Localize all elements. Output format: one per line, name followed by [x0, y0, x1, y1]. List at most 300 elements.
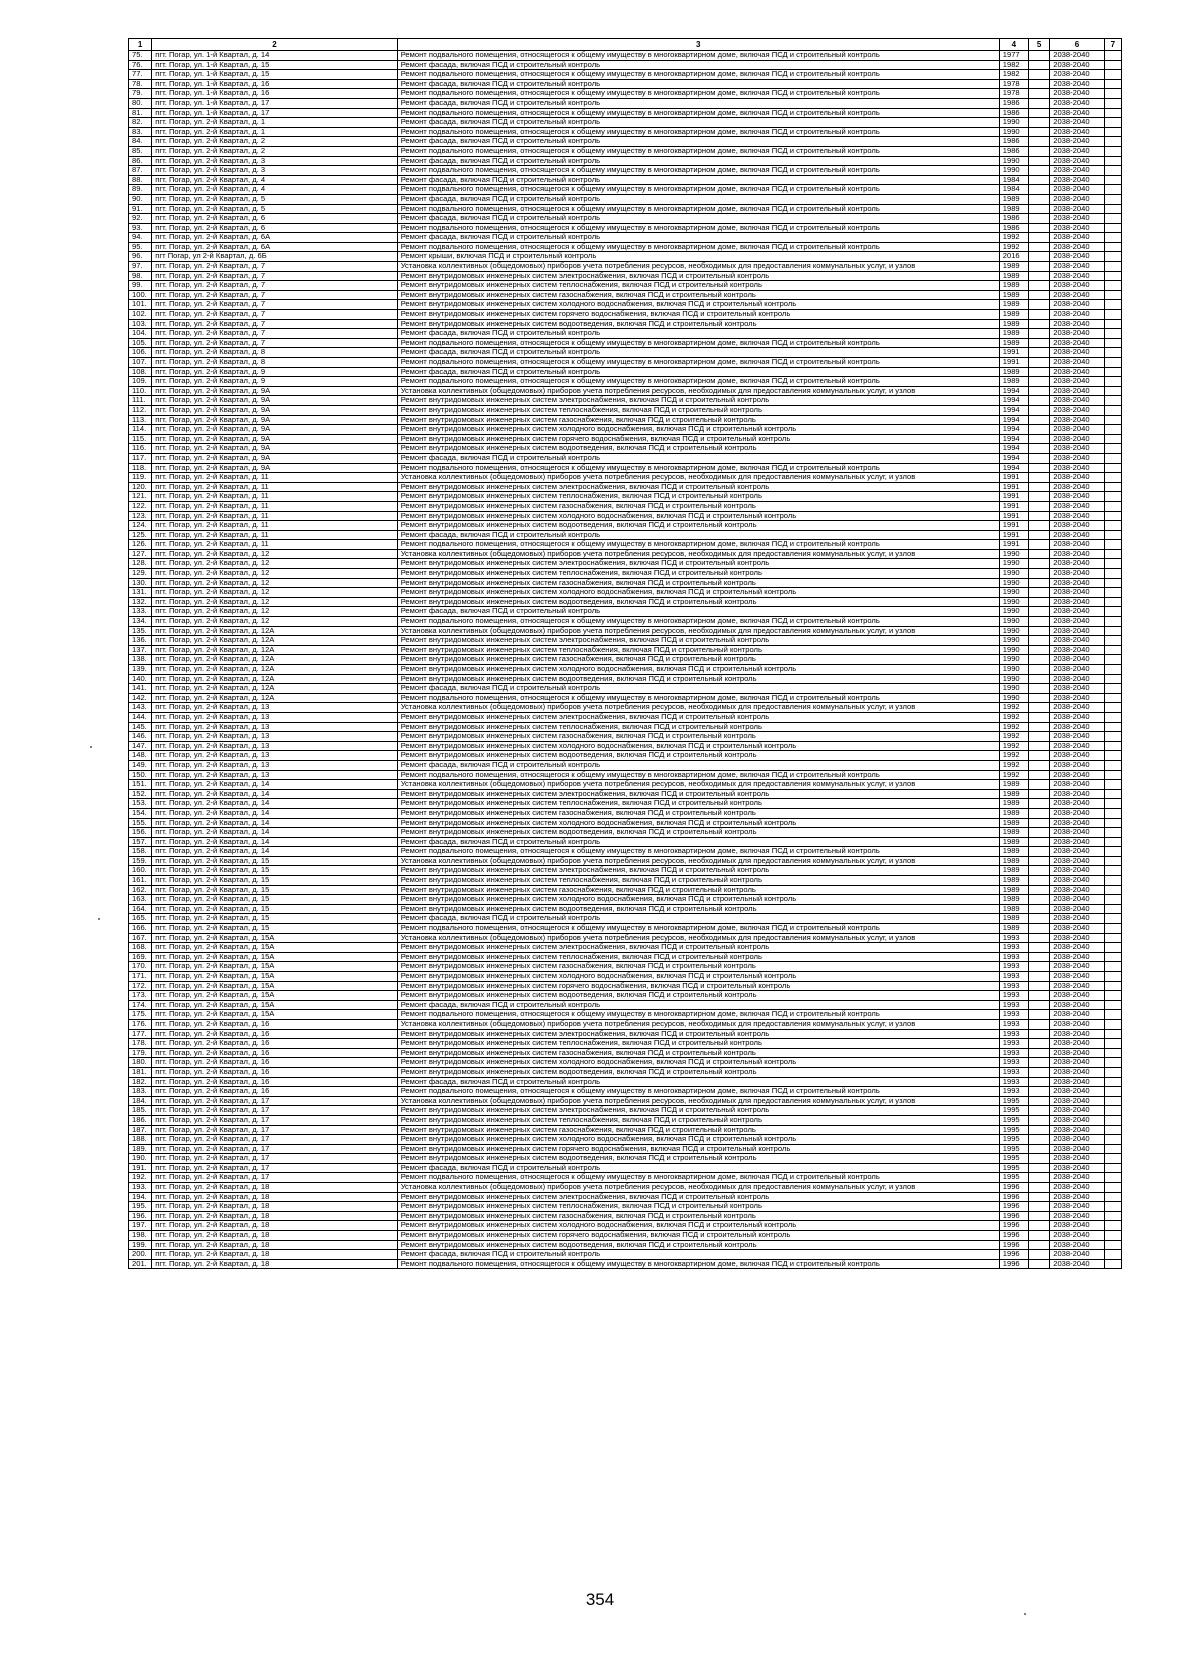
row-number: 124.	[129, 521, 152, 531]
row-col5	[1029, 1106, 1050, 1116]
row-work-type: Ремонт внутридомовых инженерных систем теплоснабжения, включая ПСД и строительный контроль	[397, 281, 999, 291]
row-col7	[1104, 837, 1121, 847]
row-work-type: Ремонт подвального помещения, относящегося к общему имуществу в многоквартирном доме, включая ПСД и строительный контроль	[397, 924, 999, 934]
table-row	[129, 1067, 1122, 1077]
table-row	[129, 530, 1122, 540]
row-number: 95.	[129, 242, 152, 252]
row-address: пгт. Погар, ул. 2-й Квартал, д. 12	[152, 597, 397, 607]
row-number: 90.	[129, 194, 152, 204]
table-row	[129, 760, 1122, 770]
row-col5	[1029, 760, 1050, 770]
row-work-type: Ремонт внутридомовых инженерных систем водоотведения, включая ПСД и строительный контроль	[397, 521, 999, 531]
row-number: 180.	[129, 1058, 152, 1068]
row-year: 1990	[999, 684, 1028, 694]
row-col5	[1029, 1144, 1050, 1154]
row-col7	[1104, 1115, 1121, 1125]
row-year: 1989	[999, 281, 1028, 291]
row-work-type: Ремонт фасада, включая ПСД и строительный контроль	[397, 1163, 999, 1173]
row-work-type: Ремонт подвального помещения, относящегося к общему имуществу в многоквартирном доме, включая ПСД и строительный контроль	[397, 1087, 999, 1097]
row-work-type: Ремонт фасада, включая ПСД и строительный контроль	[397, 1000, 999, 1010]
row-period: 2038-2040	[1050, 655, 1105, 665]
row-number: 147.	[129, 741, 152, 751]
row-col7	[1104, 799, 1121, 809]
row-year: 1993	[999, 952, 1028, 962]
row-address: пгт. Погар, ул. 2-й Квартал, д. 6А	[152, 233, 397, 243]
table-row	[129, 569, 1122, 579]
row-col5	[1029, 1029, 1050, 1039]
row-address: пгт. Погар, ул. 2-й Квартал, д. 7	[152, 319, 397, 329]
row-period: 2038-2040	[1050, 194, 1105, 204]
row-number: 189.	[129, 1144, 152, 1154]
row-col7	[1104, 1010, 1121, 1020]
row-period: 2038-2040	[1050, 1202, 1105, 1212]
row-work-type: Ремонт подвального помещения, относящегося к общему имуществу в многоквартирном доме, включая ПСД и строительный контроль	[397, 338, 999, 348]
row-period: 2038-2040	[1050, 281, 1105, 291]
row-address: пгт. Погар, ул. 2-й Квартал, д. 18	[152, 1259, 397, 1269]
row-address: пгт. Погар, ул. 2-й Квартал, д. 3	[152, 156, 397, 166]
row-col5	[1029, 751, 1050, 761]
row-col7	[1104, 703, 1121, 713]
row-col5	[1029, 252, 1050, 262]
row-col7	[1104, 924, 1121, 934]
row-period: 2038-2040	[1050, 463, 1105, 473]
row-address: пгт. Погар, ул. 2-й Квартал, д. 18	[152, 1231, 397, 1241]
row-period: 2038-2040	[1050, 540, 1105, 550]
row-col7	[1104, 377, 1121, 387]
row-address: пгт. Погар, ул. 1-й Квартал, д. 17	[152, 98, 397, 108]
row-address: пгт. Погар, ул. 2-й Квартал, д. 5	[152, 194, 397, 204]
row-period: 2038-2040	[1050, 818, 1105, 828]
row-address: пгт. Погар, ул. 2-й Квартал, д. 16	[152, 1087, 397, 1097]
row-work-type: Ремонт фасада, включая ПСД и строительный контроль	[397, 156, 999, 166]
row-address: пгт. Погар, ул. 2-й Квартал, д. 2	[152, 146, 397, 156]
row-address: пгт. Погар, ул. 2-й Квартал, д. 11	[152, 521, 397, 531]
row-col5	[1029, 511, 1050, 521]
row-col5	[1029, 194, 1050, 204]
row-col5	[1029, 70, 1050, 80]
table-row	[129, 636, 1122, 646]
row-work-type: Ремонт подвального помещения, относящегося к общему имуществу в многоквартирном доме, включая ПСД и строительный контроль	[397, 166, 999, 176]
table-row	[129, 962, 1122, 972]
row-period: 2038-2040	[1050, 617, 1105, 627]
table-row	[129, 1019, 1122, 1029]
row-col7	[1104, 732, 1121, 742]
row-year: 1989	[999, 319, 1028, 329]
row-year: 1993	[999, 1039, 1028, 1049]
row-work-type: Ремонт внутридомовых инженерных систем горячего водоснабжения, включая ПСД и строительный контроль	[397, 434, 999, 444]
row-number: 77.	[129, 70, 152, 80]
row-address: пгт. Погар, ул. 2-й Квартал, д. 12А	[152, 665, 397, 675]
row-period: 2038-2040	[1050, 1211, 1105, 1221]
row-col7	[1104, 876, 1121, 886]
row-address: пгт. Погар, ул. 2-й Квартал, д. 14	[152, 799, 397, 809]
row-address: пгт. Погар, ул. 2-й Квартал, д. 15А	[152, 933, 397, 943]
row-year: 1989	[999, 847, 1028, 857]
row-number: 163.	[129, 895, 152, 905]
row-year: 1989	[999, 799, 1028, 809]
row-address: пгт. Погар, ул. 2-й Квартал, д. 13	[152, 760, 397, 770]
row-col7	[1104, 415, 1121, 425]
table-row	[129, 1010, 1122, 1020]
row-address: пгт. Погар, ул. 2-й Квартал, д. 12А	[152, 674, 397, 684]
row-number: 144.	[129, 712, 152, 722]
row-col7	[1104, 463, 1121, 473]
table-row	[129, 166, 1122, 176]
row-number: 92.	[129, 214, 152, 224]
row-period: 2038-2040	[1050, 511, 1105, 521]
row-col5	[1029, 521, 1050, 531]
row-period: 2038-2040	[1050, 895, 1105, 905]
row-work-type: Ремонт внутридомовых инженерных систем электроснабжения, включая ПСД и строительный контроль	[397, 396, 999, 406]
scan-speck	[90, 746, 92, 748]
table-row	[129, 770, 1122, 780]
row-period: 2038-2040	[1050, 943, 1105, 953]
row-work-type: Установка коллективных (общедомовых) приборов учета потребления ресурсов, необходимых для предоставления коммунальных услуг, и узлов	[397, 626, 999, 636]
row-period: 2038-2040	[1050, 1000, 1105, 1010]
table-row	[129, 818, 1122, 828]
row-number: 78.	[129, 79, 152, 89]
table-row	[129, 473, 1122, 483]
row-work-type: Ремонт внутридомовых инженерных систем теплоснабжения, включая ПСД и строительный контроль	[397, 569, 999, 579]
row-address: пгт. Погар, ул. 2-й Квартал, д. 3	[152, 166, 397, 176]
row-work-type: Ремонт внутридомовых инженерных систем горячего водоснабжения, включая ПСД и строительный контроль	[397, 1144, 999, 1154]
row-number: 138.	[129, 655, 152, 665]
row-period: 2038-2040	[1050, 175, 1105, 185]
row-col5	[1029, 501, 1050, 511]
row-col5	[1029, 655, 1050, 665]
row-period: 2038-2040	[1050, 684, 1105, 694]
row-period: 2038-2040	[1050, 569, 1105, 579]
row-col5	[1029, 904, 1050, 914]
row-col7	[1104, 79, 1121, 89]
table-body	[129, 39, 1122, 1269]
row-col5	[1029, 51, 1050, 61]
row-year: 1990	[999, 156, 1028, 166]
row-year: 1991	[999, 358, 1028, 368]
row-number: 153.	[129, 799, 152, 809]
row-work-type: Ремонт подвального помещения, относящегося к общему имуществу в многоквартирном доме, включая ПСД и строительный контроль	[397, 770, 999, 780]
row-col7	[1104, 137, 1121, 147]
row-col7	[1104, 1125, 1121, 1135]
row-col5	[1029, 242, 1050, 252]
row-number: 98.	[129, 271, 152, 281]
row-number: 120.	[129, 482, 152, 492]
table-row	[129, 1259, 1122, 1269]
row-period: 2038-2040	[1050, 741, 1105, 751]
row-work-type: Ремонт внутридомовых инженерных систем газоснабжения, включая ПСД и строительный контроль	[397, 1211, 999, 1221]
row-address: пгт. Погар, ул. 2-й Квартал, д. 12	[152, 569, 397, 579]
row-col5	[1029, 290, 1050, 300]
row-col7	[1104, 290, 1121, 300]
row-period: 2038-2040	[1050, 972, 1105, 982]
row-period: 2038-2040	[1050, 146, 1105, 156]
row-address: пгт. Погар, ул. 2-й Квартал, д. 16	[152, 1077, 397, 1087]
row-period: 2038-2040	[1050, 310, 1105, 320]
row-col5	[1029, 540, 1050, 550]
row-year: 1990	[999, 559, 1028, 569]
row-work-type: Ремонт подвального помещения, относящегося к общему имуществу в многоквартирном доме, включая ПСД и строительный контроль	[397, 89, 999, 99]
row-period: 2038-2040	[1050, 722, 1105, 732]
row-col7	[1104, 1135, 1121, 1145]
row-year: 1991	[999, 540, 1028, 550]
row-number: 174.	[129, 1000, 152, 1010]
row-number: 109.	[129, 377, 152, 387]
table-row	[129, 1048, 1122, 1058]
row-address: пгт. Погар, ул. 2-й Квартал, д. 14	[152, 808, 397, 818]
row-year: 1978	[999, 79, 1028, 89]
table-row	[129, 310, 1122, 320]
row-col7	[1104, 655, 1121, 665]
row-number: 86.	[129, 156, 152, 166]
row-col7	[1104, 271, 1121, 281]
row-period: 2038-2040	[1050, 991, 1105, 1001]
row-work-type: Ремонт фасада, включая ПСД и строительный контроль	[397, 348, 999, 358]
row-period: 2038-2040	[1050, 1115, 1105, 1125]
row-address: пгт. Погар, ул. 2-й Квартал, д. 12А	[152, 693, 397, 703]
row-col7	[1104, 751, 1121, 761]
row-col5	[1029, 1202, 1050, 1212]
row-period: 2038-2040	[1050, 367, 1105, 377]
row-address: пгт. Погар, ул. 2-й Квартал, д. 12А	[152, 684, 397, 694]
row-address: пгт. Погар, ул. 2-й Квартал, д. 14	[152, 837, 397, 847]
document-page	[128, 38, 1122, 1269]
row-col7	[1104, 933, 1121, 943]
row-number: 146.	[129, 732, 152, 742]
row-number: 91.	[129, 204, 152, 214]
row-number: 135.	[129, 626, 152, 636]
row-col5	[1029, 1010, 1050, 1020]
row-period: 2038-2040	[1050, 1058, 1105, 1068]
row-col5	[1029, 732, 1050, 742]
table-row	[129, 501, 1122, 511]
row-col5	[1029, 885, 1050, 895]
row-work-type: Ремонт внутридомовых инженерных систем водоотведения, включая ПСД и строительный контроль	[397, 319, 999, 329]
row-year: 1993	[999, 1000, 1028, 1010]
row-number: 169.	[129, 952, 152, 962]
row-year: 1989	[999, 329, 1028, 339]
row-col5	[1029, 348, 1050, 358]
row-period: 2038-2040	[1050, 588, 1105, 598]
row-col7	[1104, 789, 1121, 799]
table-row	[129, 89, 1122, 99]
table-row	[129, 252, 1122, 262]
row-period: 2038-2040	[1050, 319, 1105, 329]
row-col5	[1029, 972, 1050, 982]
scan-speck	[98, 918, 100, 920]
row-work-type: Ремонт внутридомовых инженерных систем водоотведения, включая ПСД и строительный контроль	[397, 444, 999, 454]
row-address: пгт. Погар, ул. 2-й Квартал, д. 12	[152, 607, 397, 617]
row-year: 1994	[999, 463, 1028, 473]
row-address: пгт. Погар, ул. 2-й Квартал, д. 12	[152, 578, 397, 588]
row-address: пгт. Погар, ул. 2-й Квартал, д. 11	[152, 530, 397, 540]
row-period: 2038-2040	[1050, 693, 1105, 703]
row-period: 2038-2040	[1050, 856, 1105, 866]
row-year: 1989	[999, 300, 1028, 310]
row-address: пгт. Погар, ул. 2-й Квартал, д. 17	[152, 1144, 397, 1154]
row-col7	[1104, 760, 1121, 770]
row-work-type: Ремонт внутридомовых инженерных систем газоснабжения, включая ПСД и строительный контроль	[397, 808, 999, 818]
row-number: 141.	[129, 684, 152, 694]
table-row	[129, 521, 1122, 531]
row-year: 1993	[999, 981, 1028, 991]
row-address: пгт. Погар, ул. 2-й Квартал, д. 18	[152, 1221, 397, 1231]
row-address: пгт. Погар, ул. 1-й Квартал, д. 16	[152, 89, 397, 99]
row-work-type: Ремонт фасада, включая ПСД и строительный контроль	[397, 233, 999, 243]
row-col5	[1029, 933, 1050, 943]
row-col7	[1104, 1231, 1121, 1241]
row-year: 1996	[999, 1192, 1028, 1202]
row-year: 1990	[999, 674, 1028, 684]
row-number: 81.	[129, 108, 152, 118]
row-number: 80.	[129, 98, 152, 108]
table-row	[129, 51, 1122, 61]
row-col5	[1029, 578, 1050, 588]
row-period: 2038-2040	[1050, 1048, 1105, 1058]
row-number: 160.	[129, 866, 152, 876]
row-address: пгт. Погар, ул. 2-й Квартал, д. 16	[152, 1048, 397, 1058]
row-col5	[1029, 693, 1050, 703]
column-header-2: 2	[152, 39, 397, 51]
row-period: 2038-2040	[1050, 271, 1105, 281]
table-row	[129, 98, 1122, 108]
row-work-type: Ремонт подвального помещения, относящегося к общему имуществу в многоквартирном доме, включая ПСД и строительный контроль	[397, 204, 999, 214]
row-address: пгт. Погар, ул. 2-й Квартал, д. 11	[152, 482, 397, 492]
row-col5	[1029, 1163, 1050, 1173]
row-year: 1989	[999, 828, 1028, 838]
row-year: 1990	[999, 549, 1028, 559]
row-work-type: Ремонт подвального помещения, относящегося к общему имуществу в многоквартирном доме, включая ПСД и строительный контроль	[397, 1259, 999, 1269]
table-row	[129, 1058, 1122, 1068]
row-period: 2038-2040	[1050, 377, 1105, 387]
table-row	[129, 108, 1122, 118]
row-address: пгт. Погар, ул. 2-й Квартал, д. 13	[152, 703, 397, 713]
row-work-type: Ремонт внутридомовых инженерных систем газоснабжения, включая ПСД и строительный контроль	[397, 1125, 999, 1135]
row-period: 2038-2040	[1050, 338, 1105, 348]
row-col7	[1104, 338, 1121, 348]
row-address: пгт. Погар, ул. 2-й Квартал, д. 15	[152, 866, 397, 876]
table-row	[129, 79, 1122, 89]
table-row	[129, 549, 1122, 559]
table-row	[129, 789, 1122, 799]
row-year: 1990	[999, 607, 1028, 617]
row-number: 172.	[129, 981, 152, 991]
row-number: 123.	[129, 511, 152, 521]
row-number: 161.	[129, 876, 152, 886]
table-row	[129, 1039, 1122, 1049]
row-work-type: Ремонт внутридомовых инженерных систем холодного водоснабжения, включая ПСД и строительный контроль	[397, 972, 999, 982]
row-period: 2038-2040	[1050, 118, 1105, 128]
row-work-type: Ремонт фасада, включая ПСД и строительный контроль	[397, 914, 999, 924]
row-col5	[1029, 396, 1050, 406]
row-address: пгт. Погар, ул. 2-й Квартал, д. 9А	[152, 453, 397, 463]
row-year: 1978	[999, 89, 1028, 99]
row-col5	[1029, 962, 1050, 972]
row-work-type: Ремонт подвального помещения, относящегося к общему имуществу в многоквартирном доме, включая ПСД и строительный контроль	[397, 1010, 999, 1020]
row-year: 1986	[999, 98, 1028, 108]
row-address: пгт. Погар, ул. 2-й Квартал, д. 4	[152, 185, 397, 195]
row-year: 1995	[999, 1135, 1028, 1145]
table-row	[129, 799, 1122, 809]
table-row	[129, 703, 1122, 713]
table-row	[129, 1231, 1122, 1241]
row-address: пгт. Погар, ул. 2-й Квартал, д. 1	[152, 118, 397, 128]
row-col5	[1029, 741, 1050, 751]
row-period: 2038-2040	[1050, 252, 1105, 262]
table-row	[129, 1087, 1122, 1097]
row-col7	[1104, 473, 1121, 483]
row-year: 1989	[999, 866, 1028, 876]
table-row	[129, 444, 1122, 454]
row-year: 1993	[999, 1019, 1028, 1029]
column-number-row	[129, 39, 1122, 51]
row-period: 2038-2040	[1050, 933, 1105, 943]
row-period: 2038-2040	[1050, 866, 1105, 876]
row-work-type: Установка коллективных (общедомовых) приборов учета потребления ресурсов, необходимых для предоставления коммунальных услуг, и узлов	[397, 780, 999, 790]
row-col5	[1029, 463, 1050, 473]
row-year: 1990	[999, 118, 1028, 128]
row-year: 1989	[999, 338, 1028, 348]
row-year: 1996	[999, 1231, 1028, 1241]
row-work-type: Ремонт подвального помещения, относящегося к общему имуществу в многоквартирном доме, включая ПСД и строительный контроль	[397, 847, 999, 857]
row-col5	[1029, 1048, 1050, 1058]
row-col5	[1029, 185, 1050, 195]
row-col7	[1104, 98, 1121, 108]
row-year: 1993	[999, 1077, 1028, 1087]
table-row	[129, 828, 1122, 838]
row-year: 1991	[999, 492, 1028, 502]
row-period: 2038-2040	[1050, 233, 1105, 243]
row-work-type: Ремонт внутридомовых инженерных систем водоотведения, включая ПСД и строительный контроль	[397, 597, 999, 607]
row-col5	[1029, 1087, 1050, 1097]
row-number: 140.	[129, 674, 152, 684]
row-year: 1994	[999, 386, 1028, 396]
table-row	[129, 348, 1122, 358]
row-year: 1990	[999, 636, 1028, 646]
row-col7	[1104, 818, 1121, 828]
row-period: 2038-2040	[1050, 1096, 1105, 1106]
row-number: 104.	[129, 329, 152, 339]
row-number: 76.	[129, 60, 152, 70]
row-year: 1993	[999, 1029, 1028, 1039]
row-year: 1992	[999, 770, 1028, 780]
row-work-type: Ремонт внутридомовых инженерных систем теплоснабжения, включая ПСД и строительный контроль	[397, 722, 999, 732]
row-address: пгт. Погар, ул. 2-й Квартал, д. 12А	[152, 636, 397, 646]
row-year: 1994	[999, 453, 1028, 463]
row-period: 2038-2040	[1050, 1192, 1105, 1202]
row-period: 2038-2040	[1050, 828, 1105, 838]
row-col5	[1029, 1096, 1050, 1106]
row-col5	[1029, 233, 1050, 243]
row-col7	[1104, 770, 1121, 780]
row-address: пгт. Погар, ул. 2-й Квартал, д. 15	[152, 856, 397, 866]
row-period: 2038-2040	[1050, 98, 1105, 108]
table-row	[129, 1096, 1122, 1106]
row-year: 1996	[999, 1211, 1028, 1221]
table-row	[129, 645, 1122, 655]
row-col7	[1104, 348, 1121, 358]
row-work-type: Ремонт внутридомовых инженерных систем теплоснабжения, включая ПСД и строительный контроль	[397, 645, 999, 655]
row-address: пгт. Погар, ул. 2-й Квартал, д. 15А	[152, 962, 397, 972]
row-work-type: Ремонт внутридомовых инженерных систем электроснабжения, включая ПСД и строительный контроль	[397, 943, 999, 953]
table-row	[129, 914, 1122, 924]
table-row	[129, 405, 1122, 415]
row-year: 1994	[999, 405, 1028, 415]
row-col5	[1029, 262, 1050, 272]
row-col7	[1104, 223, 1121, 233]
row-address: пгт. Погар, ул. 2-й Квартал, д. 18	[152, 1240, 397, 1250]
row-period: 2038-2040	[1050, 1231, 1105, 1241]
row-period: 2038-2040	[1050, 1250, 1105, 1260]
